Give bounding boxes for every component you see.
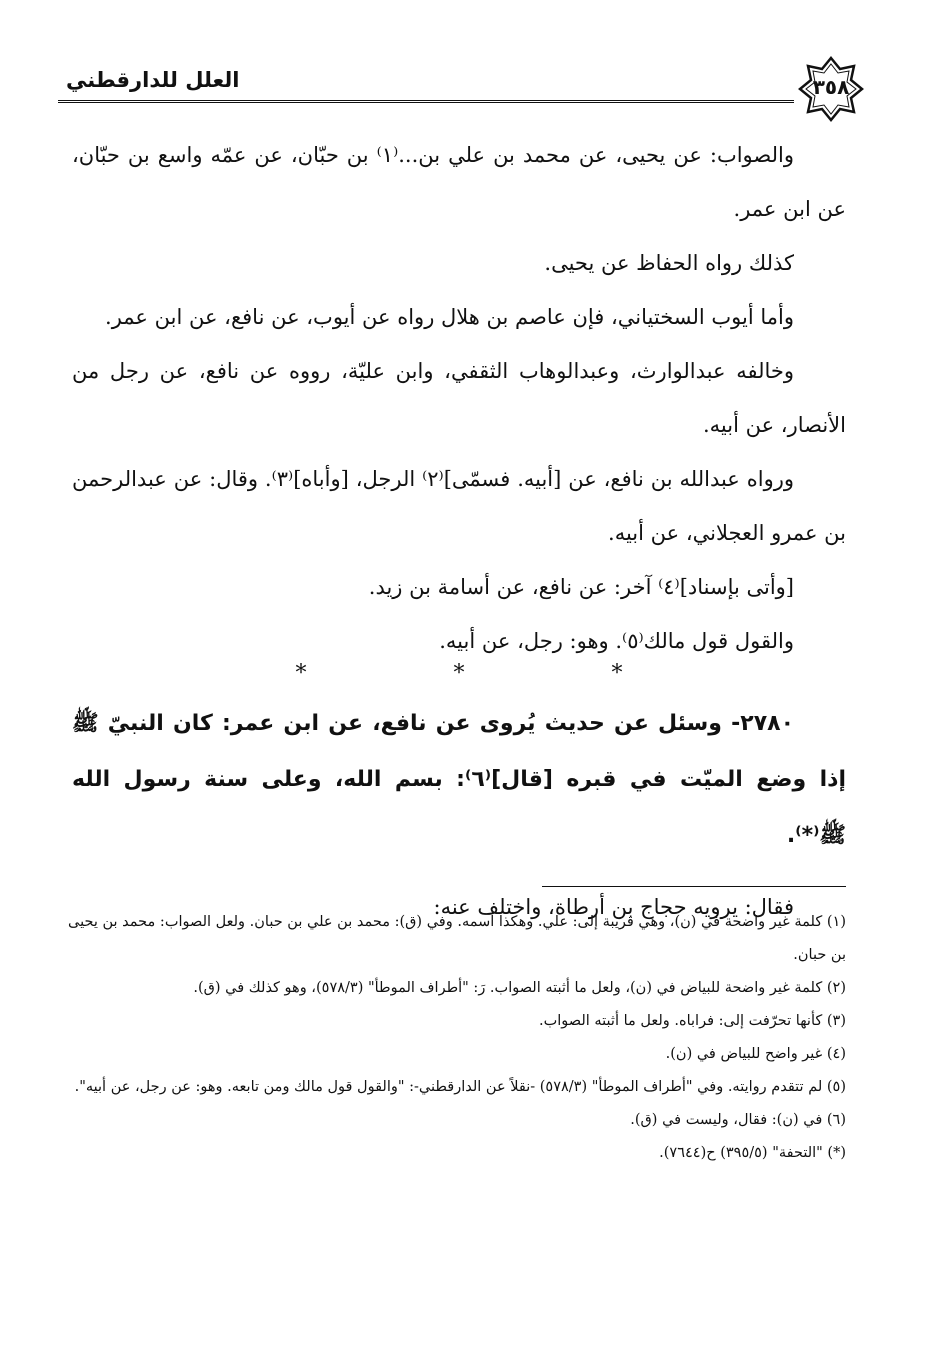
paragraph: [وأتى بإسناد]⁽٤⁾ آخر: عن نافع، عن أسامة بن زيد. [368, 575, 794, 599]
footnote-rule [542, 886, 846, 887]
footnote: (٤) غير واضح للبياض في (ن). [665, 1046, 846, 1062]
paragraph: وخالفه عبدالوارث، وعبدالوهاب الثقفي، وابن عليّة، رووه عن نافع، عن رجل من الأنصار، عن أبيه. [72, 359, 846, 437]
main-text [72, 128, 846, 934]
paragraph: وأما أيوب السختياني، فإن عاصم بن هلال رواه عن أيوب، عن نافع، عن ابن عمر. [105, 305, 794, 329]
header-rule [58, 100, 794, 103]
footnote: (٥) لم تتقدم روايته. وفي "أطراف الموطأ" (٥٧٨/٣) -نقلاً عن الدارقطني-: "والقول قول مالك ومن تابعه. وهو: عن رجل، عن أبيه". [74, 1079, 846, 1095]
page-number-badge [798, 56, 864, 122]
paragraph: والصواب: عن يحيى، عن محمد بن علي بن...⁽١⁾ بن حبّان، عن عمّه واسع بن حبّان، عن ابن عمر. [72, 143, 846, 221]
book-title: العلل للدارقطني [66, 68, 240, 92]
paragraph: كذلك رواه الحفاظ عن يحيى. [544, 251, 794, 275]
footnote: (٢) كلمة غير واضحة للبياض في (ن)، ولعل ما أثبته الصواب. رَ: "أطراف الموطأ" (٥٧٨/٣)، وهو كذلك في (ق). [193, 980, 846, 996]
paragraph: فقال: يرويه حجاج بن أرطاة، واختلف عنه: [433, 895, 794, 919]
paragraph: ورواه عبدالله بن نافع، عن [أبيه. فسمّى]⁽٢⁾ الرجل، [وأباه]⁽٣⁾. وقال: عن عبدالرحمن بن عمرو العجلاني، عن أبيه. [72, 467, 846, 545]
page-number: ٣٥٨ [812, 75, 850, 99]
footnote: (١) كلمة غير واضحة في (ن)، وهي قريبة إلى: علي. وهكذا اسمه. وفي (ق): محمد بن علي بن حبان. ولعل الصواب: محمد بن يحيى بن حبان. [68, 914, 846, 963]
footnote: (*) "التحفة" (٣٩٥/٥) ح(٧٦٤٤). [659, 1145, 846, 1161]
footnote: (٣) كأنها تحرّفت إلى: فراباه. ولعل ما أثبته الصواب. [538, 1013, 846, 1029]
paragraph: والقول قول مالك⁽٥⁾. وهو: رجل، عن أبيه. [439, 629, 794, 653]
hadith-question: ٢٧٨٠- وسئل عن حديث يُروى عن نافع، عن ابن عمر: كان النبيّ ﷺ إذا وضع الميّت في قبره [قال]⁽٦⁾: بسم الله، وعلى سنة رسول الله ﷺ⁽*⁾. [72, 711, 846, 848]
footnotes [68, 906, 846, 1170]
section-separator: * * * [295, 661, 693, 686]
page-header [58, 56, 864, 122]
footnote: (٦) في (ن): فقال، وليست في (ق). [630, 1112, 846, 1128]
